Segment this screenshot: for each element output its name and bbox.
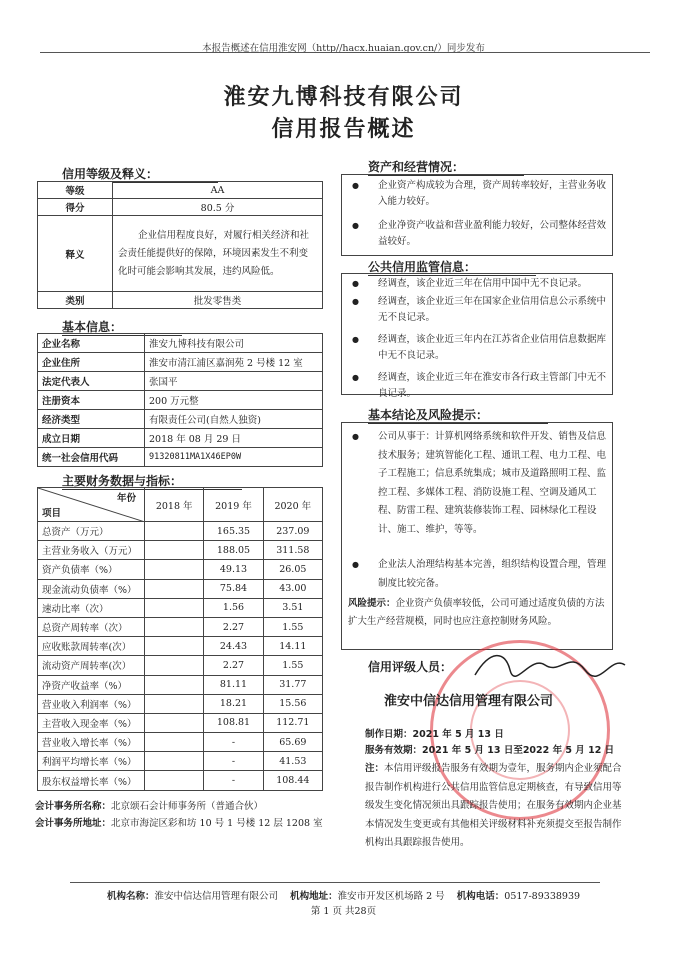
basic-key: 法定代表人	[38, 372, 145, 391]
finance-item-name: 营业收入利润率（%）	[38, 694, 145, 713]
finance-row	[38, 617, 323, 636]
finance-value: 18.21	[204, 694, 263, 713]
finance-value	[145, 752, 204, 771]
finance-row	[38, 733, 323, 752]
finance-item-name: 股东权益增长率（%）	[38, 771, 145, 790]
finance-value: 1.55	[263, 656, 322, 675]
finance-item-name: 总资产（万元）	[38, 522, 145, 541]
rating-note: 注：本信用评级报告服务有效期为壹年，服务期内企业须配合报告制作机构进行公共信用监管信息定期核查，有导致信用等级发生变化情况须出具跟踪报告使用；在服务有效期内企业基本情况发生变更或有其他相关评级材料补充须提交至报告制作机构出具跟踪报告使用。	[365, 763, 622, 848]
basic-row	[38, 410, 323, 429]
finance-value: 188.05	[204, 541, 263, 560]
finance-item-name: 现金流动负债率（%）	[38, 579, 145, 598]
basic-heading: 基本信息：	[62, 318, 182, 336]
conclusion-item: ● 企业法人治理结构基本完善，组织结构设置合理，管理制度比较完备。	[352, 559, 607, 589]
finance-value	[145, 675, 204, 694]
finance-body	[38, 522, 323, 791]
finance-value: -	[204, 752, 263, 771]
finance-value	[145, 713, 204, 732]
finance-value: 14.11	[263, 637, 322, 656]
finance-row	[38, 541, 323, 560]
finance-value	[145, 522, 204, 541]
finance-value: 41.53	[263, 752, 322, 771]
score-value: 80.5 分	[113, 199, 323, 216]
finance-value: -	[204, 733, 263, 752]
finance-row	[38, 656, 323, 675]
finance-row	[38, 637, 323, 656]
basic-key: 统一社会信用代码	[38, 448, 145, 467]
finance-value	[145, 637, 204, 656]
assets-heading: 资产和经营情况：	[368, 158, 524, 176]
finance-value: 49.13	[204, 560, 263, 579]
finance-item-name: 流动资产周转率(次）	[38, 656, 145, 675]
basic-key: 注册资本	[38, 391, 145, 410]
risk-label: 风险提示：	[348, 598, 396, 609]
firm-name-label: 会计事务所名称：	[35, 801, 112, 812]
grade-table	[37, 181, 323, 309]
finance-row	[38, 752, 323, 771]
category-label: 类别	[38, 292, 113, 309]
category-value: 批发零售类	[113, 292, 323, 309]
finance-row	[38, 675, 323, 694]
definition-label: 释义	[38, 216, 113, 292]
public-item: ● 经调查，该企业近三年在淮安市各行政主管部门中无不良记录。	[352, 372, 607, 399]
public-item: ● 经调查，该企业近三年在国家企业信用信息公示系统中无不良记录。	[352, 296, 607, 323]
basic-row	[38, 448, 323, 467]
grade-label: 等级	[38, 182, 113, 199]
finance-value: 2.27	[204, 656, 263, 675]
finance-value: 15.56	[263, 694, 322, 713]
finance-value: 108.44	[263, 771, 322, 790]
finance-row	[38, 560, 323, 579]
finance-item-name: 总资产周转率（次）	[38, 617, 145, 636]
finance-value: 112.71	[263, 713, 322, 732]
basic-row	[38, 429, 323, 448]
basic-value: 淮安市清江浦区嘉润苑 2 号楼 12 室	[145, 353, 323, 372]
basic-value: 2018 年 08 月 29 日	[145, 429, 323, 448]
finance-row	[38, 522, 323, 541]
basic-key: 企业名称	[38, 334, 145, 353]
finance-value: 311.58	[263, 541, 322, 560]
finance-value	[145, 541, 204, 560]
finance-value	[145, 733, 204, 752]
company-title: 淮安九博科技有限公司	[223, 85, 464, 110]
finance-value	[145, 598, 204, 617]
assets-item: ● 企业资产构成较为合理，资产周转率较好，主营业务收入能力较好。	[352, 180, 607, 207]
valid-period: 服务有效期：2021 年 5 月 13 日至2022 年 5 月 12 日	[365, 745, 615, 756]
finance-item-name: 速动比率（次）	[38, 598, 145, 617]
report-title: 信用报告概述	[271, 117, 416, 142]
risk-text: 企业资产负债率较低，公司可通过适度负债的方法扩大生产经营规模，同时也应注意控制财务风险。	[348, 598, 605, 627]
basic-value: 91320811MA1X46EP0W	[145, 448, 323, 467]
footer-divider	[70, 882, 600, 883]
finance-item-name: 资产负债率（%）	[38, 560, 145, 579]
page-number: 第 1 页 共28页	[310, 906, 377, 917]
basic-key: 企业住所	[38, 353, 145, 372]
basic-key: 经济类型	[38, 410, 145, 429]
finance-value: 1.56	[204, 598, 263, 617]
finance-item-name: 营业收入增长率（%）	[38, 733, 145, 752]
firm-addr: 北京市海淀区彩和坊 10 号 1 号楼 12 层 1208 室	[111, 818, 323, 829]
accounting-firm	[35, 798, 325, 832]
definition-value: 企业信用程度良好，对履行相关经济和社会责任能提供好的保障，环境因素发生不利变化时可能会影响其发展，违约风险低。	[113, 216, 323, 292]
finance-value: -	[204, 771, 263, 790]
footer-info: 机构名称：淮安中信达信用管理有限公司 机构地址：淮安市开发区机场路 2 号 机构电话：0517-89338939	[106, 891, 581, 902]
finance-value	[145, 771, 204, 790]
finance-item-name: 主营业务收入（万元）	[38, 541, 145, 560]
public-heading: 公共信用监管信息：	[368, 258, 536, 276]
basic-row	[38, 391, 323, 410]
risk-notice	[348, 595, 610, 631]
finance-value: 31.77	[263, 675, 322, 694]
finance-table	[37, 487, 323, 791]
finance-value: 75.84	[204, 579, 263, 598]
finance-value	[145, 656, 204, 675]
score-label: 得分	[38, 199, 113, 216]
issue-date: 制作日期：2021 年 5 月 13 日	[365, 729, 504, 740]
finance-row	[38, 579, 323, 598]
finance-value: 26.05	[263, 560, 322, 579]
finance-value	[145, 694, 204, 713]
finance-item-name: 应收账款周转率(次）	[38, 637, 145, 656]
finance-corner	[38, 488, 145, 522]
firm-addr-label: 会计事务所地址：	[35, 818, 112, 829]
conclusion-heading: 基本结论及风险提示：	[368, 406, 548, 424]
basic-value: 200 万元整	[145, 391, 323, 410]
finance-value: 3.51	[263, 598, 322, 617]
header-notice: 本报告概述在信用淮安网（http//hacx.huaian.gov.cn/）同步发布	[202, 43, 485, 54]
basic-table	[37, 333, 323, 467]
finance-item-name: 利润平均增长率（%）	[38, 752, 145, 771]
finance-row	[38, 713, 323, 732]
rating-agency: 淮安中信达信用管理有限公司	[384, 694, 554, 709]
basic-value: 有限责任公司(自然人独资)	[145, 410, 323, 429]
year-header: 2018 年	[145, 488, 204, 522]
grade-value: AA	[113, 182, 323, 199]
finance-item-name: 主营收入现金率（%）	[38, 713, 145, 732]
basic-row	[38, 372, 323, 391]
finance-row	[38, 694, 323, 713]
finance-value: 43.00	[263, 579, 322, 598]
corner-item: 项目	[42, 508, 62, 519]
header-divider	[40, 52, 650, 53]
grade-heading: 信用等级及释义：	[62, 165, 218, 183]
public-item: ● 经调查，该企业近三年在信用中国中无不良记录。	[352, 278, 588, 289]
basic-value: 张国平	[145, 372, 323, 391]
finance-item-name: 净资产收益率（%）	[38, 675, 145, 694]
year-header: 2019 年	[204, 488, 263, 522]
year-header: 2020 年	[263, 488, 322, 522]
finance-heading: 主要财务数据与指标：	[62, 472, 242, 490]
finance-value: 165.35	[204, 522, 263, 541]
rating-staff-label: 信用评级人员：	[368, 660, 453, 674]
basic-row	[38, 353, 323, 372]
basic-row	[38, 334, 323, 353]
signature-mark	[470, 645, 630, 685]
basic-value: 淮安九博科技有限公司	[145, 334, 323, 353]
finance-value: 65.69	[263, 733, 322, 752]
finance-value: 237.09	[263, 522, 322, 541]
finance-value	[145, 579, 204, 598]
finance-row	[38, 771, 323, 790]
finance-value: 24.43	[204, 637, 263, 656]
corner-year: 年份	[116, 493, 136, 504]
finance-value: 108.81	[204, 713, 263, 732]
finance-row	[38, 598, 323, 617]
public-item: ● 经调查，该企业近三年内在江苏省企业信用信息数据库中无不良记录。	[352, 334, 607, 361]
firm-name: 北京颂石会计师事务所（普通合伙）	[111, 801, 264, 812]
finance-value: 1.55	[263, 617, 322, 636]
finance-value	[145, 617, 204, 636]
conclusion-item: ● 公司从事于：计算机网络系统和软件开发、销售及信息技术服务；建筑智能化工程、通讯工程、电力工程、电子工程施工；信息系统集成；城市及道路照明工程、监控工程、多媒体工程、消防设施工程、空调及通风工程、防雷工程、建筑装修装饰工程、园林绿化工程设计、施工、维护，等等。	[352, 431, 607, 535]
basic-key: 成立日期	[38, 429, 145, 448]
assets-item: ● 企业净资产收益和营业盈利能力较好，公司整体经营效益较好。	[352, 220, 607, 247]
finance-value	[145, 560, 204, 579]
finance-value: 2.27	[204, 617, 263, 636]
finance-value: 81.11	[204, 675, 263, 694]
